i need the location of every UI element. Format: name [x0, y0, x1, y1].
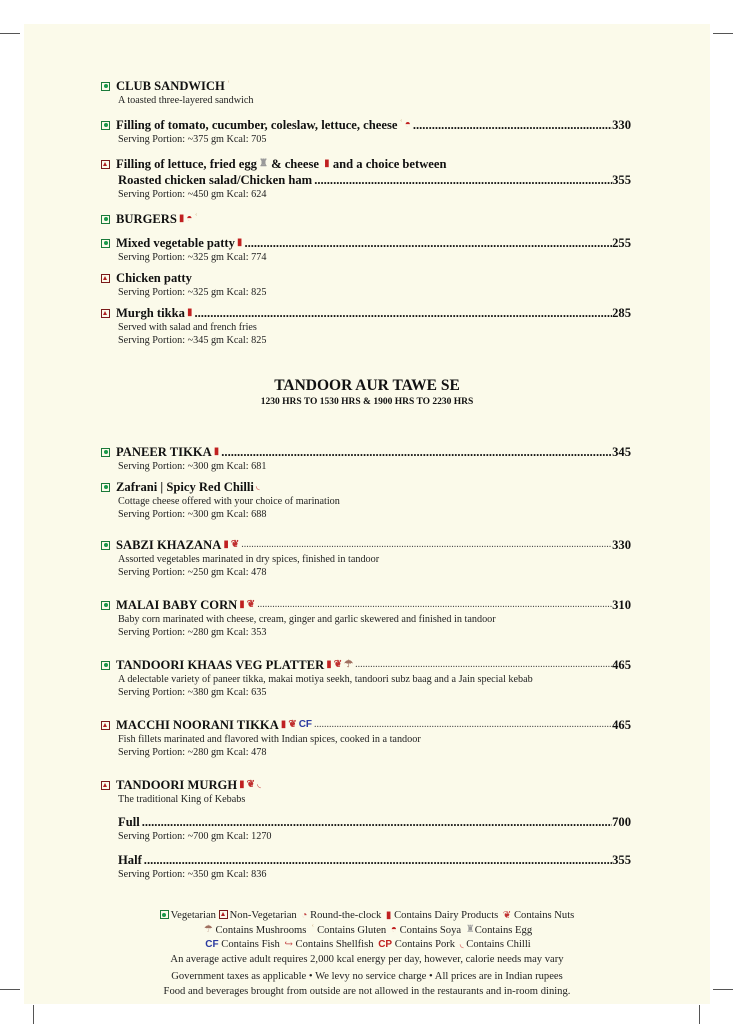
gluten-icon: ʿ: [226, 80, 231, 91]
veg-mark-icon: [101, 448, 110, 457]
nuts-icon: ❦: [246, 599, 256, 610]
item-price: 330: [612, 538, 631, 552]
item-desc: Served with salad and french fries: [118, 322, 257, 333]
pork-icon: CP: [378, 938, 393, 950]
leader-dots: [413, 117, 612, 133]
nonveg-mark-icon: [101, 160, 110, 169]
item-name: PANEER TIKKA: [116, 445, 212, 459]
nonveg-mark-icon: [101, 274, 110, 283]
item-price: 330: [612, 118, 631, 132]
item-desc: Serving Portion: ~450 gm Kcal: 624: [118, 189, 267, 200]
section-header: [24, 377, 710, 407]
portion-name: Half: [118, 853, 142, 867]
item-name: Mixed vegetable patty: [116, 236, 235, 250]
item-desc: Cottage cheese offered with your choice of marination: [118, 496, 340, 507]
item-desc: A delectable variety of paneer tikka, makai motiya seekh, tandoori subz baag and a Jain special kebab: [118, 674, 533, 685]
veg-mark-icon: [101, 239, 110, 248]
item-desc: Serving Portion: ~325 gm Kcal: 774: [118, 252, 267, 263]
crop-mark: [713, 989, 733, 990]
nonveg-mark-icon: [101, 721, 110, 730]
item-name: BURGERS: [116, 212, 177, 226]
dairy-icon: ▮: [280, 719, 287, 730]
veg-mark-icon: [101, 82, 110, 91]
item-desc: Serving Portion: ~700 gm Kcal: 1270: [118, 831, 272, 842]
veg-mark-icon: [101, 121, 110, 130]
item-desc: Serving Portion: ~345 gm Kcal: 825: [118, 335, 267, 346]
menu-item-tandoori-murgh: [101, 777, 631, 881]
item-desc: Serving Portion: ~280 gm Kcal: 478: [118, 747, 267, 758]
crop-mark: [33, 1005, 34, 1024]
item-price: 285: [612, 306, 631, 320]
section-hours: 1230 HRS TO 1530 HRS & 1900 HRS TO 2230 HRS: [260, 397, 474, 407]
item-price: 700: [612, 815, 631, 829]
egg-icon: ♜: [465, 924, 475, 936]
item-desc: Serving Portion: ~280 gm Kcal: 353: [118, 627, 267, 638]
item-desc: Serving Portion: ~325 gm Kcal: 825: [118, 287, 267, 298]
dairy-icon: ▮: [239, 599, 245, 610]
crop-mark: [713, 33, 733, 34]
menu-item-macchi-noorani-tikka: [101, 717, 631, 759]
dairy-icon: ▮: [186, 307, 193, 318]
chilli-icon: ◟: [257, 779, 261, 790]
item-price: 310: [612, 598, 631, 612]
item-name-line2: Roasted chicken salad/Chicken ham: [118, 173, 313, 187]
crop-mark: [699, 1005, 700, 1024]
item-desc: Serving Portion: ~380 gm Kcal: 635: [118, 687, 267, 698]
item-name: Filling of tomato, cucumber, coleslaw, lettuce, cheese: [116, 118, 398, 132]
veg-mark-icon: [101, 483, 110, 492]
dairy-icon: ▮: [178, 213, 185, 224]
menu-item-filling-veg: [101, 117, 631, 146]
nonveg-mark-icon: [101, 781, 110, 790]
nuts-icon: ❦: [502, 909, 512, 921]
fish-icon: CF: [298, 719, 313, 730]
menu-item-khaas-veg-platter: [101, 657, 631, 699]
item-name: Filling of lettuce, fried egg: [116, 157, 257, 171]
leader-dots: [142, 814, 612, 830]
item-name: CLUB SANDWICH: [116, 79, 225, 93]
portion-name: Full: [118, 815, 140, 829]
legend: [24, 909, 710, 999]
menu-items-top: [101, 78, 631, 347]
item-price: 355: [612, 173, 631, 187]
nonveg-mark-icon: [219, 910, 228, 919]
menu-item-mixed-veg-patty: [101, 235, 631, 264]
menu-item-chicken-patty: [101, 270, 631, 299]
item-name: MACCHI NOORANI TIKKA: [116, 718, 279, 732]
soya-icon: ◓: [404, 119, 411, 130]
soya-icon: ◓: [390, 924, 397, 936]
item-price: 345: [612, 445, 631, 459]
nuts-icon: ❦: [288, 719, 297, 730]
item-desc: A toasted three-layered sandwich: [118, 95, 254, 106]
gluten-icon: ʿ: [194, 213, 198, 224]
chilli-icon: ◟: [255, 481, 260, 492]
item-desc: Baby corn marinated with cheese, cream, ginger and garlic skewered and finished in tandoor: [118, 614, 496, 625]
legend-row: CF Contains Fish ↪ Contains Shellfish CP Contains Pork ◟ Contains Chilli: [205, 938, 531, 950]
nuts-icon: ❦: [230, 539, 240, 550]
menu-item-malai-baby-corn: [101, 597, 631, 639]
dairy-icon: ▮: [324, 158, 330, 169]
menu-item-zafrani: [101, 479, 631, 521]
soya-icon: ◓: [186, 213, 193, 224]
menu-item-burgers: [101, 211, 631, 227]
leader-dots: [241, 537, 612, 553]
outside-food-note: Food and beverages brought from outside are not allowed in the restaurants and in-room dining.: [163, 985, 571, 997]
veg-mark-icon: [101, 661, 110, 670]
menu-item-filling-nonveg: Filling of lettuce, fried egg ♜ & cheese ▮ and a choice between Roasted chicken salad/Chicken ham ..... 355 Serving Portion: ~450 gm Kcal: 624: [101, 156, 631, 201]
item-name: Chicken patty: [116, 271, 192, 285]
leader-dots: [221, 444, 612, 460]
leader-dots: [244, 235, 612, 251]
item-price: 255: [612, 236, 631, 250]
item-name: SABZI KHAZANA: [116, 538, 222, 552]
chilli-icon: ◟: [459, 938, 464, 950]
crop-mark: [0, 989, 20, 990]
item-name: TANDOORI MURGH: [116, 778, 238, 792]
item-desc: Assorted vegetables marinated in dry spices, finished in tandoor: [118, 554, 380, 565]
item-desc: Serving Portion: ~250 gm Kcal: 478: [118, 567, 267, 578]
item-name: Murgh tikka: [116, 306, 185, 320]
leader-dots: [314, 717, 612, 733]
clock-icon: ◔: [301, 909, 308, 921]
menu-item-paneer-tikka: [101, 444, 631, 473]
leader-dots: [314, 172, 612, 188]
menu-item-sabzi-khazana: [101, 537, 631, 579]
item-price: 465: [612, 658, 631, 672]
leader-dots: [355, 657, 612, 673]
item-name: TANDOORI KHAAS VEG PLATTER: [116, 658, 325, 672]
veg-mark-icon: [101, 541, 110, 550]
menu-item-murgh-tikka: [101, 305, 631, 347]
item-name: MALAI BABY CORN: [116, 598, 238, 612]
calorie-note: An average active adult requires 2,000 kcal energy per day, however, calorie needs may vary: [170, 953, 564, 965]
leader-dots: [144, 852, 612, 868]
dairy-icon: ▮: [213, 446, 220, 457]
leader-dots: [194, 305, 612, 321]
menu-items-tandoor: [101, 444, 631, 881]
gluten-icon: ʿ: [399, 119, 403, 130]
tax-note: Government taxes as applicable • We levy no service charge • All prices are in Indian rupees: [171, 971, 563, 982]
dairy-icon: ▮: [236, 237, 243, 248]
gluten-icon: ʿ: [311, 924, 315, 936]
menu-page: [24, 24, 710, 1004]
item-desc: Fish fillets marinated and flavored with Indian spices, cooked in a tandoor: [118, 734, 421, 745]
dairy-icon: ▮: [223, 539, 229, 550]
veg-mark-icon: [101, 215, 110, 224]
mushroom-icon: ☂: [203, 924, 213, 936]
legend-row: Vegetarian Non-Vegetarian ◔ Round-the-clock ▮ Contains Dairy Products ❦ Contains Nuts: [24, 909, 710, 924]
item-desc: Serving Portion: ~300 gm Kcal: 681: [118, 461, 267, 472]
item-desc: Serving Portion: ~300 gm Kcal: 688: [118, 509, 267, 520]
item-name: Zafrani | Spicy Red Chilli: [116, 480, 254, 494]
nuts-icon: ❦: [333, 659, 343, 670]
dairy-icon: ▮: [385, 909, 392, 921]
fish-icon: CF: [205, 938, 219, 950]
section-title: TANDOOR AUR TAWE SE: [274, 377, 460, 394]
legend-row: ☂ Contains Mushrooms ʿ Contains Gluten ◓ Contains Soya ♜Contains Egg: [203, 924, 533, 936]
dairy-icon: ▮: [239, 779, 245, 790]
leader-dots: [257, 597, 612, 613]
item-price: 355: [612, 853, 631, 867]
mushroom-icon: ☂: [344, 659, 354, 670]
item-desc: The traditional King of Kebabs: [118, 794, 246, 805]
menu-item-club-sandwich: [101, 78, 631, 107]
item-desc: Serving Portion: ~375 gm Kcal: 705: [118, 134, 267, 145]
egg-icon: ♜: [258, 158, 268, 169]
dairy-icon: ▮: [326, 659, 332, 670]
crop-mark: [0, 33, 20, 34]
nuts-icon: ❦: [246, 779, 256, 790]
veg-mark-icon: [160, 910, 169, 919]
shellfish-icon: ↪: [284, 938, 293, 950]
veg-mark-icon: [101, 601, 110, 610]
item-price: 465: [612, 718, 631, 732]
nonveg-mark-icon: [101, 309, 110, 318]
item-desc: Serving Portion: ~350 gm Kcal: 836: [118, 869, 267, 880]
